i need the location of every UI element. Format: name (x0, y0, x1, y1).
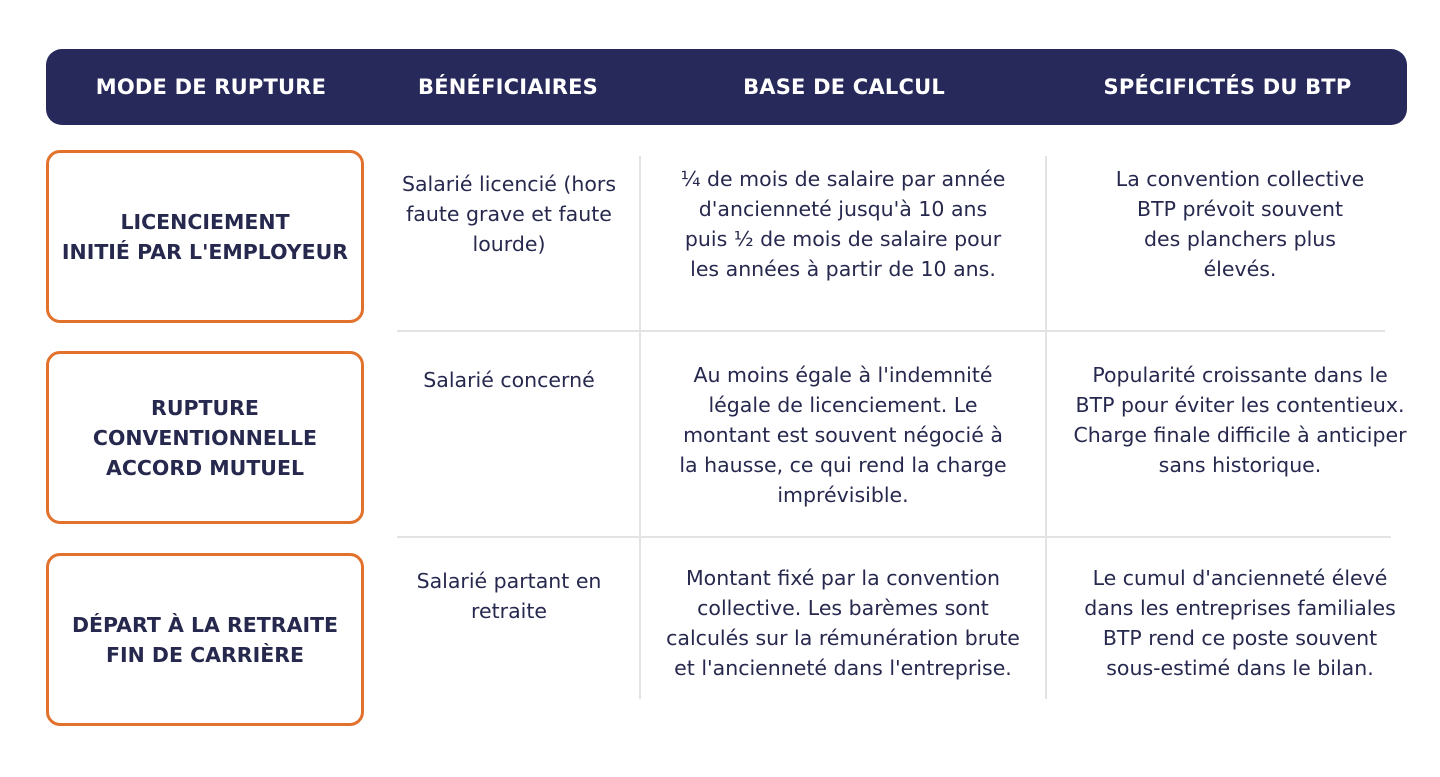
column-divider (1045, 156, 1047, 699)
mode-label-line: DÉPART À LA RETRAITE (71, 612, 339, 637)
specificites-row-3 (1052, 563, 1428, 683)
mode-label-line: ACCORD MUTUEL (105, 455, 305, 480)
text-line: Salarié licencié (hors (401, 172, 617, 196)
text-line: Salarié concerné (423, 368, 595, 392)
text-line: Montant fixé par la convention (685, 566, 1001, 590)
text-line: Salarié partant en (416, 569, 602, 593)
text-line: retraite (471, 599, 547, 623)
text-line: légale de licenciement. Le (708, 393, 978, 417)
text-line: BTP rend ce poste souvent (1102, 626, 1378, 650)
text-line: Le cumul d'ancienneté élevé (1092, 566, 1388, 590)
column-divider (639, 156, 641, 699)
base-calcul-row-2 (643, 360, 1043, 510)
text-line: ¼ de mois de salaire par année (680, 167, 1006, 191)
text-line: Popularité croissante dans le (1092, 363, 1388, 387)
text-line: collective. Les barèmes sont (697, 596, 989, 620)
base-calcul-row-3 (643, 563, 1043, 683)
text-line: d'ancienneté jusqu'à 10 ans (698, 197, 988, 221)
text-line: lourde) (472, 232, 546, 256)
text-line: imprévisible. (777, 483, 909, 507)
specificites-row-1 (1052, 164, 1428, 284)
row-divider (397, 536, 1391, 538)
mode-label-line: INITIÉ PAR L'EMPLOYEUR (61, 239, 349, 264)
text-line: des planchers plus (1144, 227, 1336, 251)
text-line: La convention collective (1115, 167, 1365, 191)
beneficiaires-row-1 (394, 169, 624, 259)
mode-depart-retraite (46, 553, 364, 726)
table-header (46, 49, 1407, 125)
mode-label-line: FIN DE CARRIÈRE (106, 642, 304, 667)
text-line: et l'ancienneté dans l'entreprise. (674, 656, 1012, 680)
mode-licenciement (46, 150, 364, 323)
text-line: dans les entreprises familiales (1084, 596, 1396, 620)
row-divider (397, 330, 1385, 332)
text-line: sans historique. (1158, 453, 1322, 477)
text-line: sous-estimé dans le bilan. (1106, 656, 1374, 680)
mode-rupture-conventionnelle (46, 351, 364, 524)
header-beneficiaires: BÉNÉFICIAIRES (418, 75, 598, 99)
text-line: la hausse, ce qui rend la charge (679, 453, 1007, 477)
header-specificites-btp: SPÉCIFICTÉS DU BTP (1103, 75, 1352, 99)
base-calcul-row-1 (643, 164, 1043, 284)
mode-label-line: LICENCIEMENT (120, 209, 290, 234)
text-line: Au moins égale à l'indemnité (693, 363, 993, 387)
text-line: puis ½ de mois de salaire pour (684, 227, 1002, 251)
header-base-de-calcul: BASE DE CALCUL (743, 75, 945, 99)
text-line: élevés. (1203, 257, 1277, 281)
text-line: BTP pour éviter les contentieux. (1075, 393, 1405, 417)
specificites-row-2 (1052, 360, 1428, 480)
text-line: montant est souvent négocié à (683, 423, 1003, 447)
beneficiaires-row-2 (394, 365, 624, 395)
text-line: calculés sur la rémunération brute (666, 626, 1020, 650)
text-line: les années à partir de 10 ans. (690, 257, 996, 281)
text-line: faute grave et faute (406, 202, 612, 226)
beneficiaires-row-3 (394, 566, 624, 626)
mode-label-line: RUPTURE (151, 395, 259, 420)
header-mode-de-rupture: MODE DE RUPTURE (95, 75, 327, 99)
text-line: Charge finale difficile à anticiper (1073, 423, 1407, 447)
text-line: BTP prévoit souvent (1137, 197, 1343, 221)
mode-label-line: CONVENTIONNELLE (92, 425, 318, 450)
